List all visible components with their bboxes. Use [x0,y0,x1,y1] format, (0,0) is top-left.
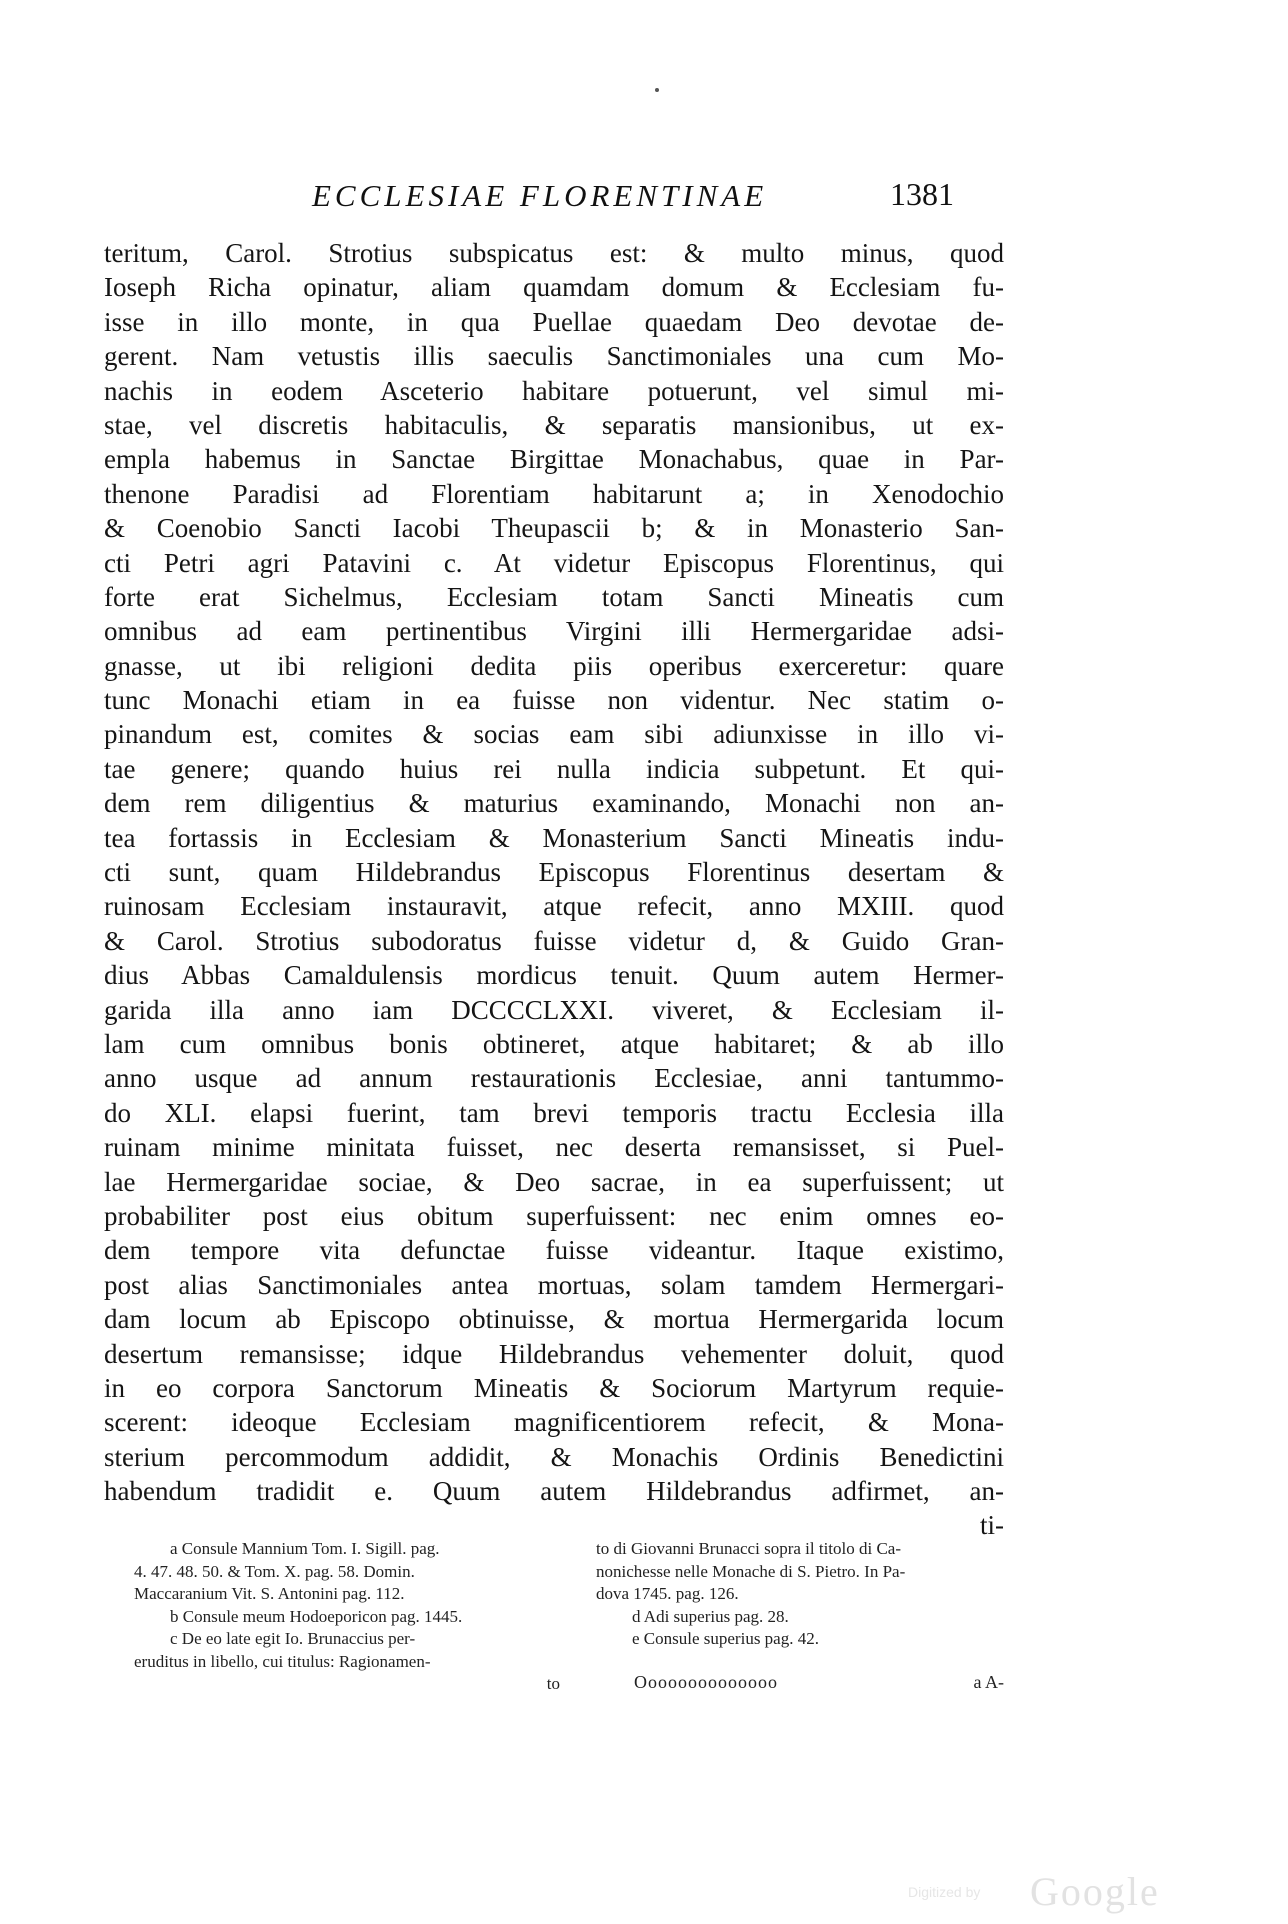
text-line: & Coenobio Sancti Iacobi Theupascii b; & in Monasterio San- [104,513,1004,544]
text-line: cti Petri agri Patavini c. At videtur Episcopus Florentinus, qui [104,547,1004,578]
footnote-line: a Consule Mannium Tom. I. Sigill. pag. [170,1539,440,1558]
footnote-line: eruditus in libello, cui titulus: Ragionamen- [134,1651,431,1671]
text-line: scerent: ideoque Ecclesiam magnificentiorem refecit, & Mona- [104,1407,1004,1438]
text-line: cti sunt, quam Hildebrandus Episcopus Florentinus desertam & [104,857,1004,888]
page-header [100,178,1100,218]
footnote-line: nonichesse nelle Monache di S. Pietro. In Pa- [596,1561,906,1581]
footnote-line: Maccaranium Vit. S. Antonini pag. 112. [134,1584,405,1603]
footnote-line: e Consule superius pag. 42. [632,1629,819,1648]
text-line: ruinam minime minitata fuisset, nec deserta remansisset, si Puel- [104,1132,1004,1163]
text-line: dem rem diligentius & maturius examinando, Monachi non an- [104,788,1004,819]
text-line: thenone Paradisi ad Florentiam habitarunt a; in Xenodochio [104,478,1004,509]
footnote-column-right [596,1538,1022,1651]
text-line: lam cum omnibus bonis obtineret, atque habitaret; & ab illo [104,1028,1004,1059]
footnote-line: d Adi superius pag. 28. [632,1606,789,1626]
footnote-line: 4. 47. 48. 50. & Tom. X. pag. 58. Domin. [134,1561,415,1581]
text-line: tunc Monachi etiam in ea fuisse non videntur. Nec statim o- [104,685,1004,716]
text-line: forte erat Sichelmus, Ecclesiam totam Sancti Mineatis cum [104,581,1004,612]
text-line: garida illa anno iam DCCCCLXXI. viveret, & Ecclesiam il- [104,994,1004,1025]
text-line-catch: ti- [980,1510,1004,1541]
page-number: 1381 [890,176,954,212]
text-line: empla habemus in Sanctae Birgittae Monachabus, quae in Par- [104,444,1004,475]
signature-mark: Oooooooooooooo [634,1672,778,1692]
text-line: nachis in eodem Asceterio habitare potuerunt, vel simul mi- [104,375,1004,406]
footnote-line: b Consule meum Hodoeporicon pag. 1445. [170,1606,463,1626]
text-line: lae Hermergaridae sociae, & Deo sacrae, in ea superfuissent; ut [104,1166,1004,1197]
text-line: gnasse, ut ibi religioni dedita piis operibus exerceretur: quare [104,650,1004,681]
watermark-prefix: Digitized by [908,1884,981,1900]
text-line: anno usque ad annum restaurationis Ecclesiae, anni tantummo- [104,1063,1004,1094]
text-line: desertum remansisse; idque Hildebrandus vehementer doluit, quod [104,1338,1004,1369]
google-watermark: Google [1030,1869,1160,1914]
footnote-line: to di Giovanni Brunacci sopra il titolo di Ca- [596,1539,902,1558]
catchword: a A- [973,1672,1004,1692]
text-line: gerent. Nam vetustis illis saeculis Sanctimoniales una cum Mo- [104,341,1004,372]
text-line: teritum, Carol. Strotius subspicatus est: & multo minus, quod [104,238,1004,268]
running-title: ECCLESIAE FLORENTINAE [312,178,768,213]
text-line: & Carol. Strotius subodoratus fuisse videtur d, & Guido Gran- [104,925,1004,956]
text-line: stae, vel discretis habitaculis, & separatis mansionibus, ut ex- [104,409,1004,440]
footnote-line: dova 1745. pag. 126. [596,1584,739,1603]
main-text [104,236,1004,1543]
text-line: isse in illo monte, in qua Puellae quaedam Deo devotae de- [104,306,1004,337]
scan-speck [655,88,659,92]
text-line: Ioseph Richa opinatur, aliam quamdam domum & Ecclesiam fu- [104,272,1004,303]
text-line: sterium percommodum addidit, & Monachis Ordinis Benedictini [104,1441,1004,1472]
text-line: in eo corpora Sanctorum Mineatis & Sociorum Martyrum requie- [104,1372,1004,1403]
text-line: tae genere; quando huius rei nulla indicia subpetunt. Et qui- [104,753,1004,784]
text-line: tea fortassis in Ecclesiam & Monasterium Sancti Mineatis indu- [104,822,1004,853]
text-line: dius Abbas Camaldulensis mordicus tenuit. Quum autem Hermer- [104,960,1004,991]
text-line: dam locum ab Episcopo obtinuisse, & mortua Hermergarida locum [104,1304,1004,1335]
text-line: post alias Sanctimoniales antea mortuas, solam tamdem Hermergari- [104,1269,1004,1300]
footnote-column-left [134,1538,560,1696]
footnote-line: c De eo late egit Io. Brunaccius per- [170,1629,416,1648]
text-line: do XLI. elapsi fuerint, tam brevi temporis tractu Ecclesia illa [104,1097,1004,1128]
text-line: probabiliter post eius obitum superfuissent: nec enim omnes eo- [104,1200,1004,1231]
text-line: dem tempore vita defunctae fuisse videantur. Itaque existimo, [104,1235,1004,1266]
text-line: pinandum est, comites & socias eam sibi adiunxisse in illo vi- [104,719,1004,750]
text-line: omnibus ad eam pertinentibus Virgini illi Hermergaridae adsi- [104,616,1004,647]
text-line: ruinosam Ecclesiam instauravit, atque refecit, anno MXIII. quod [104,891,1004,922]
footnote-line: to [546,1674,560,1693]
text-line: habendum tradidit e. Quum autem Hildebrandus adfirmet, an- [104,1476,1004,1507]
